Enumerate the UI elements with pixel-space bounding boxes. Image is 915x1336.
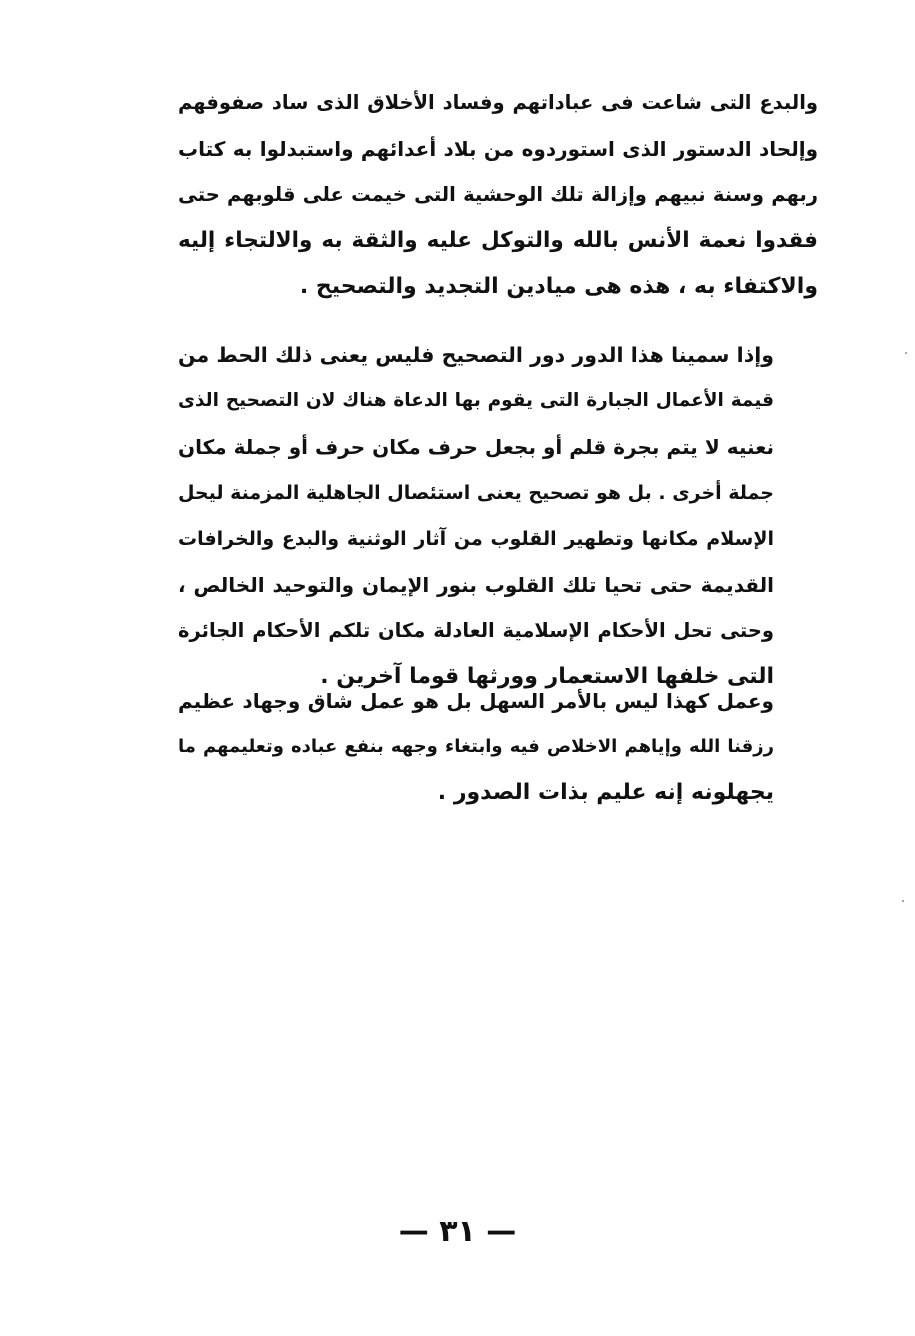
paragraph-3 (178, 678, 818, 816)
page-number: — ٣١ — (398, 1214, 517, 1249)
paragraph-line: الإسلام مكانها وتطهير القلوب من آثار الوثنية والبدع والخرافات (178, 528, 774, 550)
paragraph-1 (178, 80, 818, 310)
paragraph-line: وحتى تحل الأحكام الإسلامية العادلة مكان تلكم الأحكام الجائرة (178, 619, 774, 642)
paragraph-line: التى خلفها الاستعمار وورثها قوما آخرين . (320, 664, 774, 689)
paragraph-line: رزقنا الله وإياهم الاخلاص فيه وابتغاء وجهه بنفع عباده وتعليمهم ما (178, 736, 774, 757)
paragraph-line: فقدوا نعمة الأنس بالله والتوكل عليه والثقة به والالتجاء إليه (178, 228, 818, 253)
scan-speck (905, 352, 907, 354)
paragraph-2 (178, 332, 818, 700)
paragraph-line: القديمة حتى تحيا تلك القلوب بنور الإيمان والتوحيد الخالص ، (178, 573, 774, 597)
paragraph-line: يجهلونه إنه عليم بذات الصدور . (437, 780, 774, 805)
paragraph-line: وإلحاد الدستور الذى استوردوه من بلاد أعدائهم واستبدلوا به كتاب (178, 137, 818, 161)
scan-speck (902, 900, 904, 902)
paragraph-line: ربهم وسنة نبيهم وإزالة تلك الوحشية التى خيمت على قلوبهم حتى (178, 183, 818, 206)
paragraph-line: والاكتفاء به ، هذه هى ميادين التجديد والتصحيح . (299, 274, 818, 299)
paragraph-line: وإذا سمينا هذا الدور دور التصحيح فليس يعنى ذلك الحط من (178, 343, 774, 367)
paragraph-line: قيمة الأعمال الجبارة التى يقوم بها الدعاة هناك لان التصحيح الذى (178, 390, 774, 411)
paragraph-line: وعمل كهذا ليس بالأمر السهل بل هو عمل شاق وجهاد عظيم (178, 689, 774, 713)
paragraph-line: جملة أخرى . بل هو تصحيح يعنى استئصال الجاهلية المزمنة ليحل (177, 482, 774, 504)
paragraph-line: والبدع التى شاعت فى عباداتهم وفساد الأخلاق الذى ساد صفوفهم (178, 91, 818, 114)
paragraph-line: نعنيه لا يتم بجرة قلم أو بجعل حرف مكان حرف أو جملة مكان (178, 435, 774, 459)
